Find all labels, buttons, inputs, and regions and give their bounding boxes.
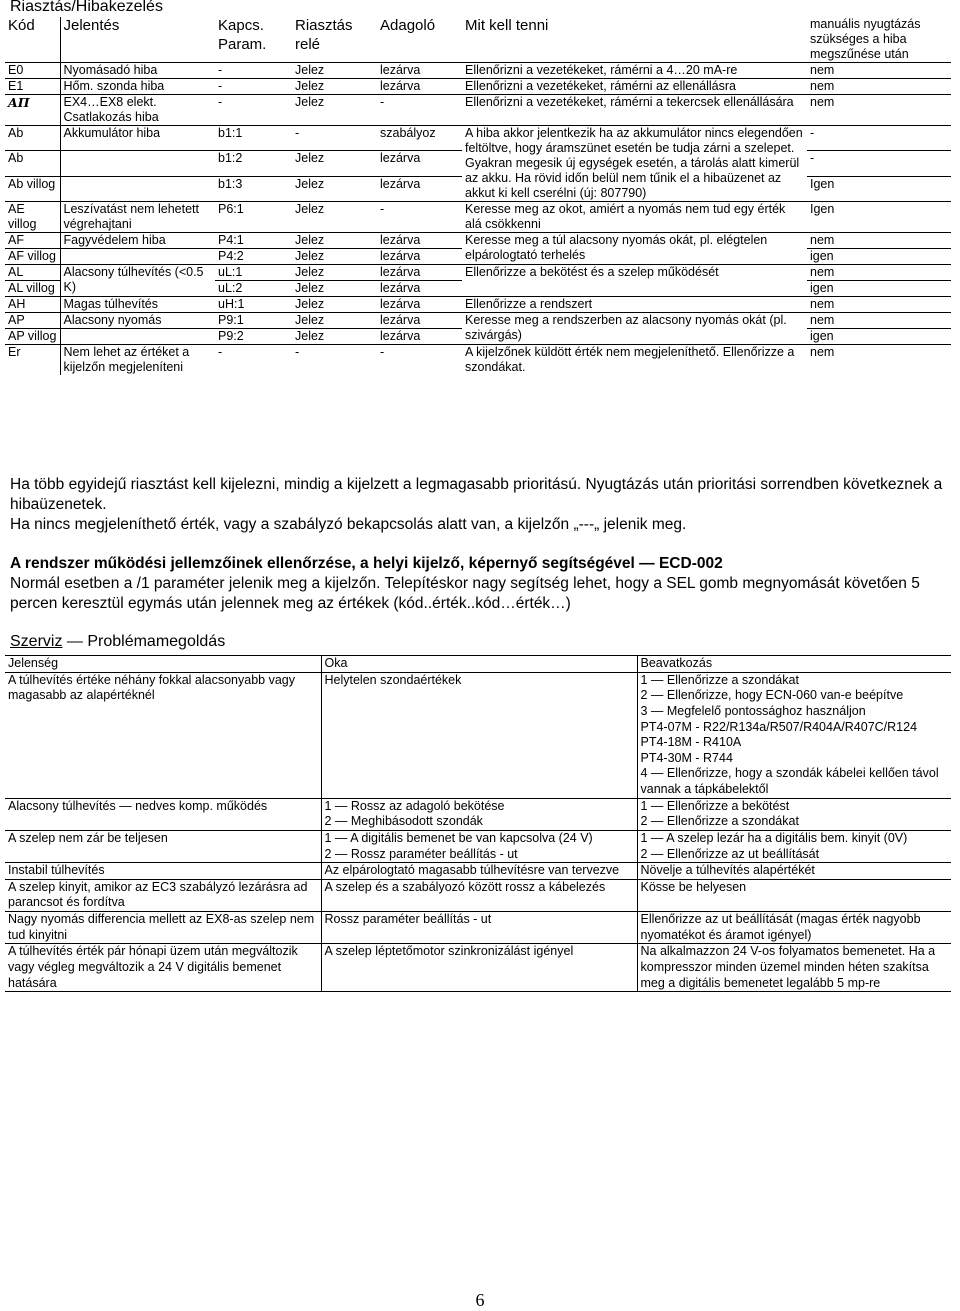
page-number: 6 bbox=[475, 1290, 485, 1310]
service-cell-cause: 1 — A digitális bemenet be van kapcsolva (24 V) 2 — Rossz paraméter beállítás - ut bbox=[321, 830, 637, 862]
alarm-cell-meaning bbox=[60, 249, 215, 265]
alarm-cell-valve: lezárva bbox=[380, 79, 421, 93]
alarm-cell-param: b1:1 bbox=[218, 126, 243, 140]
alarm-cell-valve: lezárva bbox=[380, 249, 421, 263]
service-row bbox=[5, 798, 951, 830]
alarm-cell-relay: Jelez bbox=[295, 265, 325, 279]
alarm-cell-ack: nem bbox=[810, 63, 835, 77]
alarm-cell-todo: Ellenőrizze a bekötést és a szelep működését bbox=[465, 265, 719, 279]
service-action-line: Kösse be helyesen bbox=[640, 879, 747, 894]
alarm-cell-meaning: Alacsony nyomás bbox=[63, 313, 162, 327]
service-action-line: PT4-18M - R410A bbox=[640, 735, 742, 750]
service-table bbox=[5, 655, 951, 992]
alarm-cell-ack: nem bbox=[810, 95, 835, 109]
alarm-cell-ack: igen bbox=[810, 329, 834, 343]
service-action-line: PT4-07M - R22/R134a/R507/R404A/R407C/R124 bbox=[640, 719, 918, 734]
service-cell-action bbox=[637, 912, 951, 944]
alarm-cell-relay: Jelez bbox=[295, 297, 325, 311]
service-action-line: PT4-30M - R744 bbox=[640, 750, 733, 765]
alarm-row bbox=[5, 345, 951, 376]
header-relay: Riasztás relé bbox=[295, 17, 353, 53]
alarm-cell-ack: - bbox=[810, 126, 815, 140]
alarm-cell-ack: Igen bbox=[810, 176, 835, 191]
alarm-cell-valve: lezárva bbox=[380, 176, 421, 191]
alarm-cell-valve: lezárva bbox=[380, 63, 421, 77]
service-cell-symptom: Nagy nyomás differencia mellett az EX8-as szelep nem tud kinyitni bbox=[5, 912, 321, 944]
service-action-line: 2 — Ellenőrizze, hogy ECN-060 van-e beépítve bbox=[640, 688, 904, 703]
service-cell-action bbox=[637, 863, 951, 880]
service-row bbox=[5, 672, 951, 798]
alarm-cell-param: P6:1 bbox=[218, 202, 244, 216]
alarm-cell-code: Er bbox=[5, 345, 60, 376]
alarm-cell-relay: Jelez bbox=[295, 249, 325, 263]
service-action-line: 1 — Ellenőrizze a bekötést bbox=[640, 798, 790, 813]
alarm-cell-param: - bbox=[218, 63, 223, 77]
header-code: Kód bbox=[5, 17, 60, 63]
alarm-cell-valve: szabályoz bbox=[380, 126, 436, 140]
service-cell-symptom: A szelep kinyit, amikor az EC3 szabályzó lezárásra ad parancsot és fordítva bbox=[5, 879, 321, 911]
alarm-cell-meaning bbox=[60, 329, 215, 345]
service-row bbox=[5, 863, 951, 880]
alarm-table-body bbox=[5, 63, 951, 376]
alarm-cell-todo: A kijelzőnek küldött érték nem megjeleníthető. Ellenőrizze a szondákat. bbox=[465, 345, 795, 374]
alarm-row bbox=[5, 95, 951, 126]
header-todo: Mit kell tenni bbox=[465, 17, 549, 34]
alarm-cell-param: uH:1 bbox=[218, 297, 245, 311]
alarm-cell-todo: Ellenőrizni a vezetékeket, rámérni az ellenállásra bbox=[465, 79, 736, 93]
doc-title: Riasztás/Hibakezelés bbox=[10, 0, 163, 15]
alarm-row bbox=[5, 79, 951, 95]
service-cell-cause: 1 — Rossz az adagoló bekötése 2 — Meghibásodott szondák bbox=[321, 798, 637, 830]
service-action-line: Ellenőrizze az ut beállítását (magas érték nagyobb nyomatékot és áramot igényel) bbox=[640, 912, 921, 942]
alarm-cell-param: uL:1 bbox=[218, 265, 243, 279]
alarm-cell-todo: Ellenőrizni a vezetékeket, rámérni a tekercsek ellenállására bbox=[465, 95, 794, 109]
alarm-cell-ack: nem bbox=[810, 345, 835, 359]
alarm-row bbox=[5, 202, 951, 233]
alarm-cell-param: - bbox=[218, 79, 223, 93]
alarm-header-row bbox=[5, 17, 951, 63]
alarm-cell-code: AP villog bbox=[5, 329, 60, 345]
service-action-line: Növelje a túlhevítés alapértékét bbox=[640, 863, 815, 878]
service-action-line: Na alkalmazzon 24 V-os folyamatos bemenetet. Ha a kompresszor minden üzemel minden héten szakítsa meg a digitális bemenetet legalább 5 mp-re bbox=[640, 944, 936, 990]
service-cell-symptom: A túlhevítés érték pár hónapi üzem után megváltozik vagy végleg megváltozik a 24 V digitális bemenet hatására bbox=[5, 944, 321, 992]
alarm-cell-param: P4:1 bbox=[218, 233, 244, 247]
alarm-cell-ack: igen bbox=[810, 249, 834, 263]
service-cell-action bbox=[637, 830, 951, 862]
alarm-cell-todo: Keresse meg a túl alacsony nyomás okát, pl. elégtelen elpárologtató terhelés bbox=[465, 233, 768, 262]
alarm-cell-code: AF villog bbox=[5, 249, 60, 265]
alarm-cell-code: AП bbox=[5, 95, 60, 126]
alarm-cell-meaning bbox=[60, 151, 215, 176]
alarm-cell-code: AL villog bbox=[5, 281, 60, 297]
alarm-cell-code: Ab villog bbox=[5, 176, 60, 201]
alarm-cell-param: b1:2 bbox=[218, 151, 243, 166]
service-cell-cause: A szelep léptetőmotor szinkronizálást igényel bbox=[321, 944, 637, 992]
alarm-cell-code: Ab bbox=[5, 126, 60, 151]
alarm-row bbox=[5, 265, 951, 281]
header-param: Kapcs. Param. bbox=[218, 17, 267, 53]
note-dashes: Ha nincs megjeleníthető érték, vagy a szabályzó bekapcsolás alatt van, a kijelzőn „---„ jelenik meg. bbox=[10, 516, 687, 533]
alarm-cell-relay: Jelez bbox=[295, 79, 325, 93]
header-meaning: Jelentés bbox=[63, 17, 120, 34]
alarm-cell-valve: lezárva bbox=[380, 313, 421, 327]
service-action-line: 2 — Ellenőrizze a szondákat bbox=[640, 814, 799, 829]
alarm-table bbox=[5, 17, 951, 375]
alarm-cell-relay: Jelez bbox=[295, 63, 325, 77]
service-row bbox=[5, 912, 951, 944]
alarm-cell-meaning: Fagyvédelem hiba bbox=[63, 233, 166, 247]
alarm-cell-valve: lezárva bbox=[380, 281, 421, 295]
service-title bbox=[10, 633, 225, 651]
service-cell-action bbox=[637, 798, 951, 830]
service-cell-symptom: A túlhevítés értéke néhány fokkal alacsonyabb vagy magasabb az alapértéknél bbox=[5, 672, 321, 798]
header-cause: Oka bbox=[321, 656, 637, 673]
alarm-row bbox=[5, 63, 951, 79]
service-cell-action bbox=[637, 879, 951, 911]
alarm-row bbox=[5, 126, 951, 151]
alarm-cell-valve: lezárva bbox=[380, 265, 421, 279]
alarm-cell-param: - bbox=[218, 345, 223, 359]
alarm-cell-meaning: Alacsony túlhevítés (<0.5 K) bbox=[63, 265, 204, 294]
alarm-cell-ack: nem bbox=[810, 313, 835, 327]
header-ack: manuális nyugtázás szükséges a hiba megszűnése után bbox=[810, 17, 921, 61]
alarm-row bbox=[5, 297, 951, 313]
alarm-cell-relay: - bbox=[295, 126, 300, 140]
service-cell-action bbox=[637, 672, 951, 798]
header-valve: Adagoló bbox=[380, 17, 436, 34]
service-cell-symptom: Instabil túlhevítés bbox=[5, 863, 321, 880]
header-symptom: Jelenség bbox=[5, 656, 321, 673]
service-action-line: 4 — Ellenőrizze, hogy a szondák kábelei kellően távol vannak a tápkábelektől bbox=[640, 766, 939, 796]
alarm-cell-ack: - bbox=[810, 151, 815, 166]
service-cell-cause: Rossz paraméter beállítás - ut bbox=[321, 912, 637, 944]
service-action-line: 3 — Megfelelő pontossághoz használjon bbox=[640, 703, 866, 718]
service-action-line: 1 — A szelep lezár ha a digitális bem. kinyit (0V) bbox=[640, 830, 908, 845]
alarm-cell-code: E1 bbox=[5, 79, 60, 95]
alarm-row bbox=[5, 313, 951, 329]
note-sel-button: Normál esetben a /1 paraméter jelenik meg a kijelzőn. Telepítéskor nagy segítség lehet, hogy a SEL gomb megnyomását követően 5 percen keresztül egymás után jelennek meg az értékek (kód..érték..kód…érték…) bbox=[10, 575, 920, 612]
alarm-cell-valve: lezárva bbox=[380, 233, 421, 247]
alarm-cell-param: b1:3 bbox=[218, 176, 243, 191]
service-title-rest: — Problémamegoldás bbox=[62, 633, 226, 650]
alarm-cell-code: E0 bbox=[5, 63, 60, 79]
service-cell-action bbox=[637, 944, 951, 992]
alarm-cell-valve: lezárva bbox=[380, 297, 421, 311]
alarm-cell-code: AL bbox=[5, 265, 60, 281]
service-action-line: 2 — Ellenőrizze az ut beállítását bbox=[640, 846, 820, 861]
header-action: Beavatkozás bbox=[640, 656, 713, 670]
alarm-cell-todo: Keresse meg az okot, amiért a nyomás nem tud egy érték alá csökkenni bbox=[465, 202, 786, 231]
alarm-cell-todo: Keresse meg a rendszerben az alacsony nyomás okát (pl. szivárgás) bbox=[465, 313, 787, 342]
alarm-cell-ack: igen bbox=[810, 281, 834, 295]
alarm-cell-param: - bbox=[218, 95, 223, 109]
alarm-cell-code: Ab bbox=[5, 151, 60, 176]
alarm-cell-meaning: Magas túlhevítés bbox=[63, 297, 158, 311]
alarm-cell-ack: nem bbox=[810, 265, 835, 279]
service-row bbox=[5, 879, 951, 911]
service-cell-symptom: Alacsony túlhevítés — nedves komp. működés bbox=[5, 798, 321, 830]
alarm-cell-meaning: Akkumulátor hiba bbox=[63, 126, 161, 140]
alarm-cell-valve: - bbox=[380, 202, 385, 216]
alarm-cell-meaning: Hőm. szonda hiba bbox=[63, 79, 165, 93]
alarm-cell-relay: Jelez bbox=[295, 202, 325, 216]
service-cell-symptom: A szelep nem zár be teljesen bbox=[5, 830, 321, 862]
alarm-cell-meaning: Nyomásadó hiba bbox=[63, 63, 158, 77]
alarm-cell-valve: lezárva bbox=[380, 151, 421, 166]
service-row bbox=[5, 944, 951, 992]
alarm-cell-code: AE villog bbox=[5, 202, 60, 233]
alarm-cell-relay: - bbox=[295, 345, 300, 359]
alarm-cell-ack: Igen bbox=[810, 202, 835, 216]
service-table-body bbox=[5, 656, 951, 992]
alarm-cell-todo: Ellenőrizni a vezetékeket, rámérni a 4…20 mA-re bbox=[465, 63, 738, 77]
alarm-cell-relay: Jelez bbox=[295, 151, 325, 166]
alarm-cell-relay: Jelez bbox=[295, 281, 325, 295]
alarm-cell-valve: - bbox=[380, 345, 385, 359]
alarm-cell-ack: nem bbox=[810, 233, 835, 247]
alarm-cell-todo: Ellenőrizze a rendszert bbox=[465, 297, 593, 311]
alarm-cell-param: P9:2 bbox=[218, 329, 244, 343]
service-cell-cause: Az elpárologtató magasabb túlhevítésre van tervezve bbox=[321, 863, 637, 880]
alarm-cell-ack: nem bbox=[810, 297, 835, 311]
alarm-cell-param: P4:2 bbox=[218, 249, 244, 263]
alarm-cell-valve: lezárva bbox=[380, 329, 421, 343]
alarm-cell-meaning: Nem lehet az értéket a kijelzőn megjeleníteni bbox=[63, 345, 190, 374]
alarm-cell-code: AH bbox=[5, 297, 60, 313]
alarm-row bbox=[5, 233, 951, 249]
alarm-cell-relay: Jelez bbox=[295, 329, 325, 343]
alarm-cell-meaning: Leszívatást nem lehetett végrehajtani bbox=[63, 202, 199, 231]
alarm-cell-code: AP bbox=[5, 313, 60, 329]
service-cell-cause: Helytelen szondaértékek bbox=[321, 672, 637, 798]
note-priority: Ha több egyidejű riasztást kell kijelezni, mindig a kijelzett a legmagasabb prioritású. Nyugtázás után prioritási sorrendben következnek a hibaüzenetek. bbox=[10, 476, 943, 513]
alarm-cell-param: P9:1 bbox=[218, 313, 244, 327]
alarm-cell-relay: Jelez bbox=[295, 313, 325, 327]
service-row bbox=[5, 830, 951, 862]
alarm-cell-relay: Jelez bbox=[295, 176, 325, 191]
alarm-cell-param: uL:2 bbox=[218, 281, 243, 295]
alarm-cell-meaning bbox=[60, 176, 215, 201]
alarm-cell-relay: Jelez bbox=[295, 95, 325, 109]
service-title-underlined: Szerviz bbox=[10, 633, 63, 650]
alarm-cell-valve: - bbox=[380, 95, 385, 109]
service-action-line: 1 — Ellenőrizze a szondákat bbox=[640, 672, 799, 687]
alarm-cell-code: AF bbox=[5, 233, 60, 249]
alarm-cell-ack: nem bbox=[810, 79, 835, 93]
alarm-cell-todo: A hiba akkor jelentkezik ha az akkumulátor nincs elegendően feltöltve, hogy áramszünet esetén be tudja zárni a szelepet. Gyakran megesik új egységek esetén, a tárolás alatt kimerül az akku. Ha rövid időn belül nem tűnik el a hibaüzenet az akkut ki kell cserélni (új: 807790) bbox=[465, 126, 803, 200]
alarm-cell-relay: Jelez bbox=[295, 233, 325, 247]
ecd-heading: A rendszer működési jellemzőinek ellenőrzése, a helyi kijelző, képernyő segítségével — ECD-002 bbox=[10, 555, 723, 572]
alarm-cell-meaning: EX4…EX8 elekt. Csatlakozás hiba bbox=[63, 95, 159, 124]
service-header-row bbox=[5, 656, 951, 673]
service-cell-cause: A szelep és a szabályozó között rossz a kábelezés bbox=[321, 879, 637, 911]
